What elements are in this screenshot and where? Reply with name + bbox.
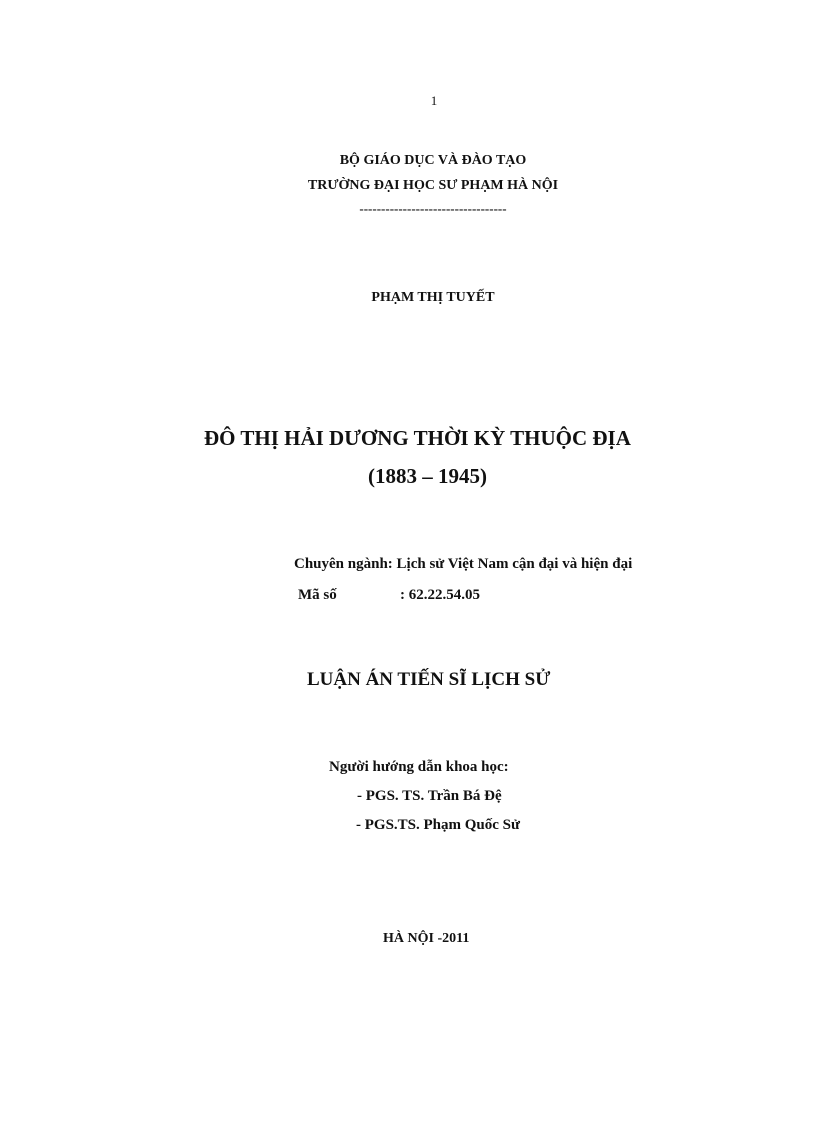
place-and-year: HÀ NỘI -2011 — [383, 931, 470, 946]
university-heading: TRƯỜNG ĐẠI HỌC SƯ PHẠM HÀ NỘI — [307, 178, 559, 193]
supervisor-item: - PGS.TS. Phạm Quốc Sử — [356, 817, 521, 833]
specialization: Chuyên ngành: Lịch sử Việt Nam cận đại và hiện đại — [294, 556, 633, 572]
degree-title: LUẬN ÁN TIẾN SĨ LỊCH SỬ — [307, 669, 551, 690]
code-label: Mã số — [298, 587, 337, 603]
author-name: PHẠM THỊ TUYẾT — [371, 290, 495, 305]
header-divider: ---------------------------------- — [359, 201, 507, 216]
thesis-period: (1883 – 1945) — [368, 464, 487, 488]
thesis-title: ĐÔ THỊ HẢI DƯƠNG THỜI KỲ THUỘC ĐỊA — [204, 426, 631, 450]
ministry-heading: BỘ GIÁO DỤC VÀ ĐÀO TẠO — [339, 153, 527, 168]
supervisor-item: - PGS. TS. Trần Bá Đệ — [357, 788, 502, 804]
supervisors-label: Người hướng dẫn khoa học: — [329, 759, 509, 775]
page-number: 1 — [430, 93, 438, 108]
code-value: : 62.22.54.05 — [400, 587, 480, 603]
